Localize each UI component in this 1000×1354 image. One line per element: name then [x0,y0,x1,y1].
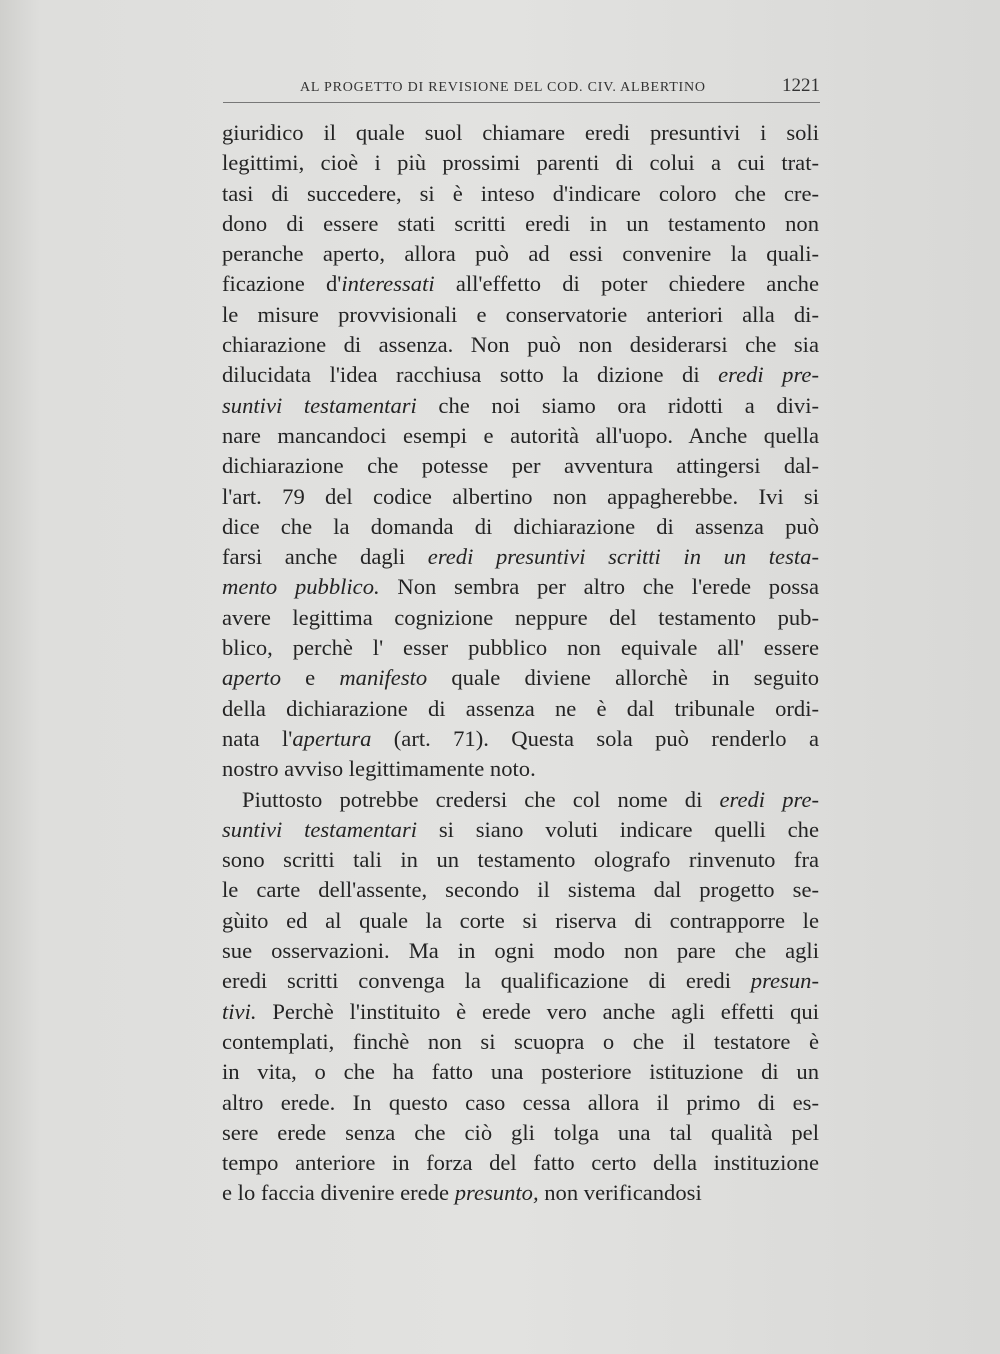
text-segment: (art. 71). Questa sola può renderlo a [371,725,819,751]
text-line [222,966,819,996]
text-segment: nostro avviso legittimamente noto. [222,756,536,782]
text-segment: sono scritti tali in un testamento olografo rinvenuto fra [222,847,819,873]
text-segment: dichiarazione che potesse per avventura attingersi dal- [222,453,819,479]
italic-text: interessati [341,271,435,297]
text-line [222,1088,819,1118]
text-segment: in vita, o che ha fatto una posteriore istituzione di un [222,1059,819,1085]
italic-text: presunto, [454,1180,539,1206]
text-segment: le carte dell'assente, secondo il sistema dal progetto se- [222,877,819,903]
text-segment: dono di essere stati scritti eredi in un testamento non [222,210,819,236]
text-line [222,633,819,663]
text-line [222,330,819,360]
text-segment: contemplati, finchè non si scuopra o che il testatore è [222,1028,819,1054]
text-line [222,148,819,178]
text-line [222,512,819,542]
text-line [222,936,819,966]
text-line [222,1118,819,1148]
italic-text: aperto [222,665,281,691]
text-line [222,1178,819,1208]
text-segment: nata l' [222,725,293,751]
text-line [222,997,819,1027]
running-title: AL PROGETTO DI REVISIONE DEL COD. CIV. ALBERTINO [300,80,706,95]
italic-text: apertura [292,725,372,751]
text-line [222,663,819,693]
text-segment: sere erede senza che ciò gli tolga una tal qualità pel [222,1119,819,1145]
running-head [223,72,820,103]
text-segment: legittimi, cioè i più prossimi parenti di colui a cui trat- [222,150,819,176]
text-line [222,482,819,512]
text-line [222,542,819,572]
text-line [222,875,819,905]
italic-text: mento pubblico. [222,574,380,600]
text-segment: quale diviene allorchè in seguito [427,665,819,691]
text-segment: avere legittima cognizione neppure del testamento pub- [222,604,819,630]
text-line [222,391,819,421]
italic-text: presun- [750,968,819,994]
text-segment: nare mancandoci esempi e autorità all'uopo. Anche quella [222,422,819,448]
text-segment: dice che la domanda di dichiarazione di assenza può [222,513,819,539]
text-line [222,269,819,299]
text-line [222,603,819,633]
text-segment: della dichiarazione di assenza ne è dal tribunale ordi- [222,695,819,721]
text-line [222,179,819,209]
text-line [222,239,819,269]
italic-text: suntivi testamentari [222,816,418,842]
text-line [222,1027,819,1057]
italic-text: tivi. [222,998,257,1024]
text-line [222,360,819,390]
text-segment: ficazione d' [222,271,342,297]
page-number: 1221 [782,75,820,96]
text-line [222,906,819,936]
text-segment: tempo anteriore in forza del fatto certo della instituzione [222,1150,819,1176]
text-segment: sue osservazioni. Ma in ogni modo non pare che agli [222,938,819,964]
text-segment: tasi di succedere, si è inteso d'indicare coloro che cre- [222,180,819,206]
text-line [222,1148,819,1178]
text-line [222,421,819,451]
text-segment: Non sembra per altro che l'erede possa [379,574,819,600]
text-segment: giuridico il quale suol chiamare eredi presuntivi i soli [222,120,819,145]
text-segment: si siano voluti indicare quelli che [417,816,819,842]
text-segment: blico, perchè l' esser pubblico non equivale all' essere [222,635,819,661]
text-segment: peranche aperto, allora può ad essi convenire la quali- [222,241,819,267]
text-line [222,785,819,815]
text-line [222,1057,819,1087]
italic-text: eredi pre- [719,786,819,812]
text-segment: non verificandosi [538,1180,702,1206]
italic-text: suntivi testamentari [222,392,417,418]
text-line [222,300,819,330]
text-segment: e [281,665,340,691]
text-line [222,754,819,784]
text-segment: Piuttosto potrebbe credersi che col nome di [242,786,720,812]
text-line [222,845,819,875]
text-line [222,694,819,724]
text-segment: altro erede. In questo caso cessa allora il primo di es- [222,1089,819,1115]
text-segment: e lo faccia divenire erede [222,1180,455,1206]
text-line [222,724,819,754]
italic-text: manifesto [339,665,428,691]
text-segment: dilucidata l'idea racchiusa sotto la dizione di [222,362,719,388]
text-segment: le misure provvisionali e conservatorie anteriori alla di- [222,301,819,327]
text-line [222,209,819,239]
text-segment: chiarazione di assenza. Non può non desiderarsi che sia [222,332,819,358]
italic-text: eredi presuntivi scritti in un testa- [427,544,819,570]
text-line [222,451,819,481]
text-segment: l'art. 79 del codice albertino non appagherebbe. Ivi si [222,483,819,509]
text-segment: farsi anche dagli [222,544,428,570]
italic-text: eredi pre- [718,362,819,388]
text-line [222,118,819,148]
text-line [222,815,819,845]
text-segment: Perchè l'instituito è erede vero anche agli effetti qui [256,998,819,1024]
text-segment: gùito ed al quale la corte si riserva di contrapporre le [222,907,819,933]
text-segment: all'effetto di poter chiedere anche [434,271,819,297]
text-segment: che noi siamo ora ridotti a divi- [416,392,819,418]
body-text [222,118,819,1209]
text-segment: eredi scritti convenga la qualificazione di eredi [222,968,751,994]
text-line [222,572,819,602]
